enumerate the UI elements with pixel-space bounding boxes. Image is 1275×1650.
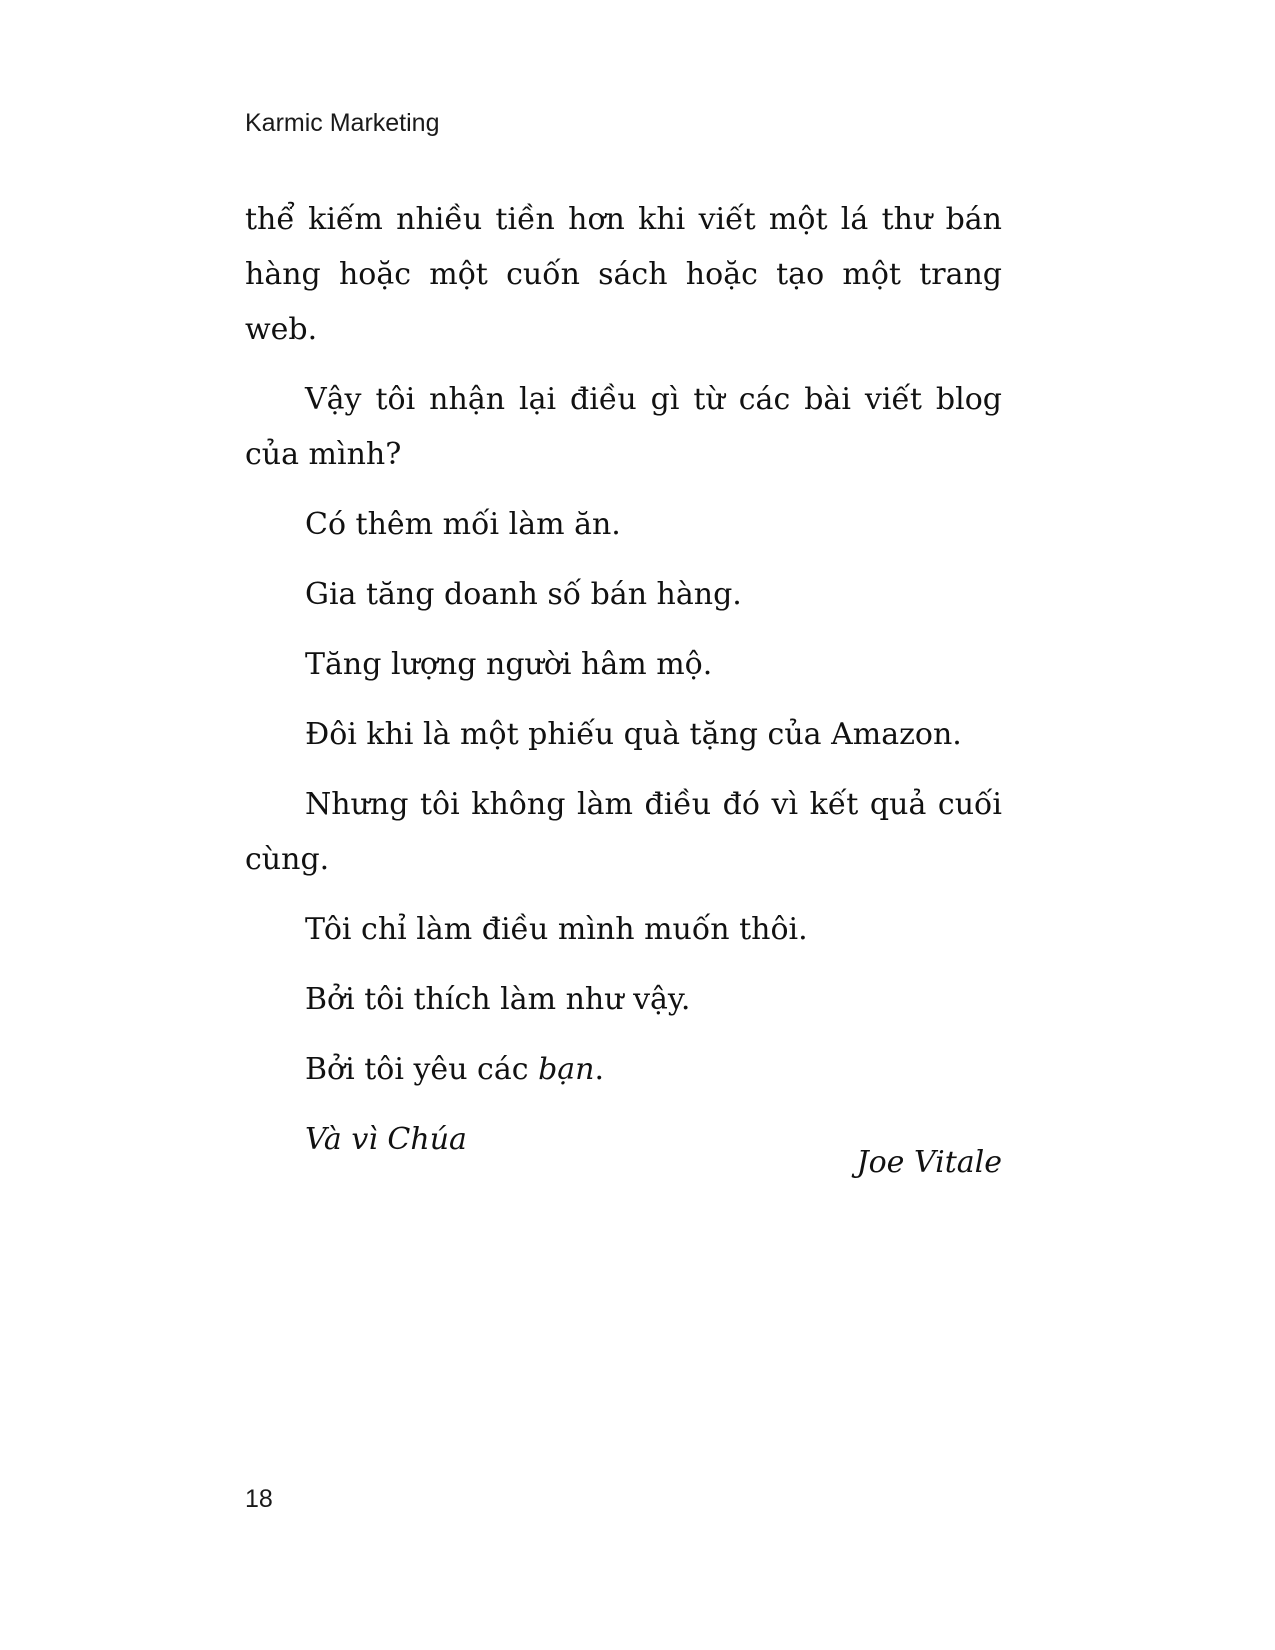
paragraph-do-what-i-want: Tôi chỉ làm điều mình muốn thôi. — [305, 912, 808, 947]
love-line-prefix: Bởi tôi yêu các — [305, 1052, 539, 1087]
closing-line-text: Và vì Chúa — [305, 1122, 467, 1157]
body-text — [245, 192, 1002, 1182]
paragraph-because-i-love — [245, 1042, 1002, 1097]
paragraph-continuation: thể kiếm nhiều tiền hơn khi viết một lá thư bán hàng hoặc một cuốn sách hoặc tạo một trang web. — [245, 202, 1002, 347]
paragraph-because-i-like: Bởi tôi thích làm như vậy. — [305, 982, 691, 1017]
paragraph-more-fans: Tăng lượng người hâm mộ. — [305, 647, 713, 682]
love-line-suffix: . — [594, 1052, 605, 1087]
paragraph-more-business: Có thêm mối làm ăn. — [305, 507, 621, 542]
paragraph-amazon-gift: Đôi khi là một phiếu quà tặng của Amazon. — [305, 717, 962, 752]
paragraph-not-for-results: Nhưng tôi không làm điều đó vì kết quả cuối cùng. — [245, 787, 1002, 877]
paragraph-question: Vậy tôi nhận lại điều gì từ các bài viết blog của mình? — [245, 382, 1002, 472]
page-number: 18 — [245, 1485, 273, 1513]
running-header-title: Karmic Marketing — [245, 109, 440, 137]
paragraph-more-sales: Gia tăng doanh số bán hàng. — [305, 577, 742, 612]
love-line-emphasis: bạn — [538, 1052, 595, 1087]
author-signature: Joe Vitale — [856, 1145, 1002, 1180]
